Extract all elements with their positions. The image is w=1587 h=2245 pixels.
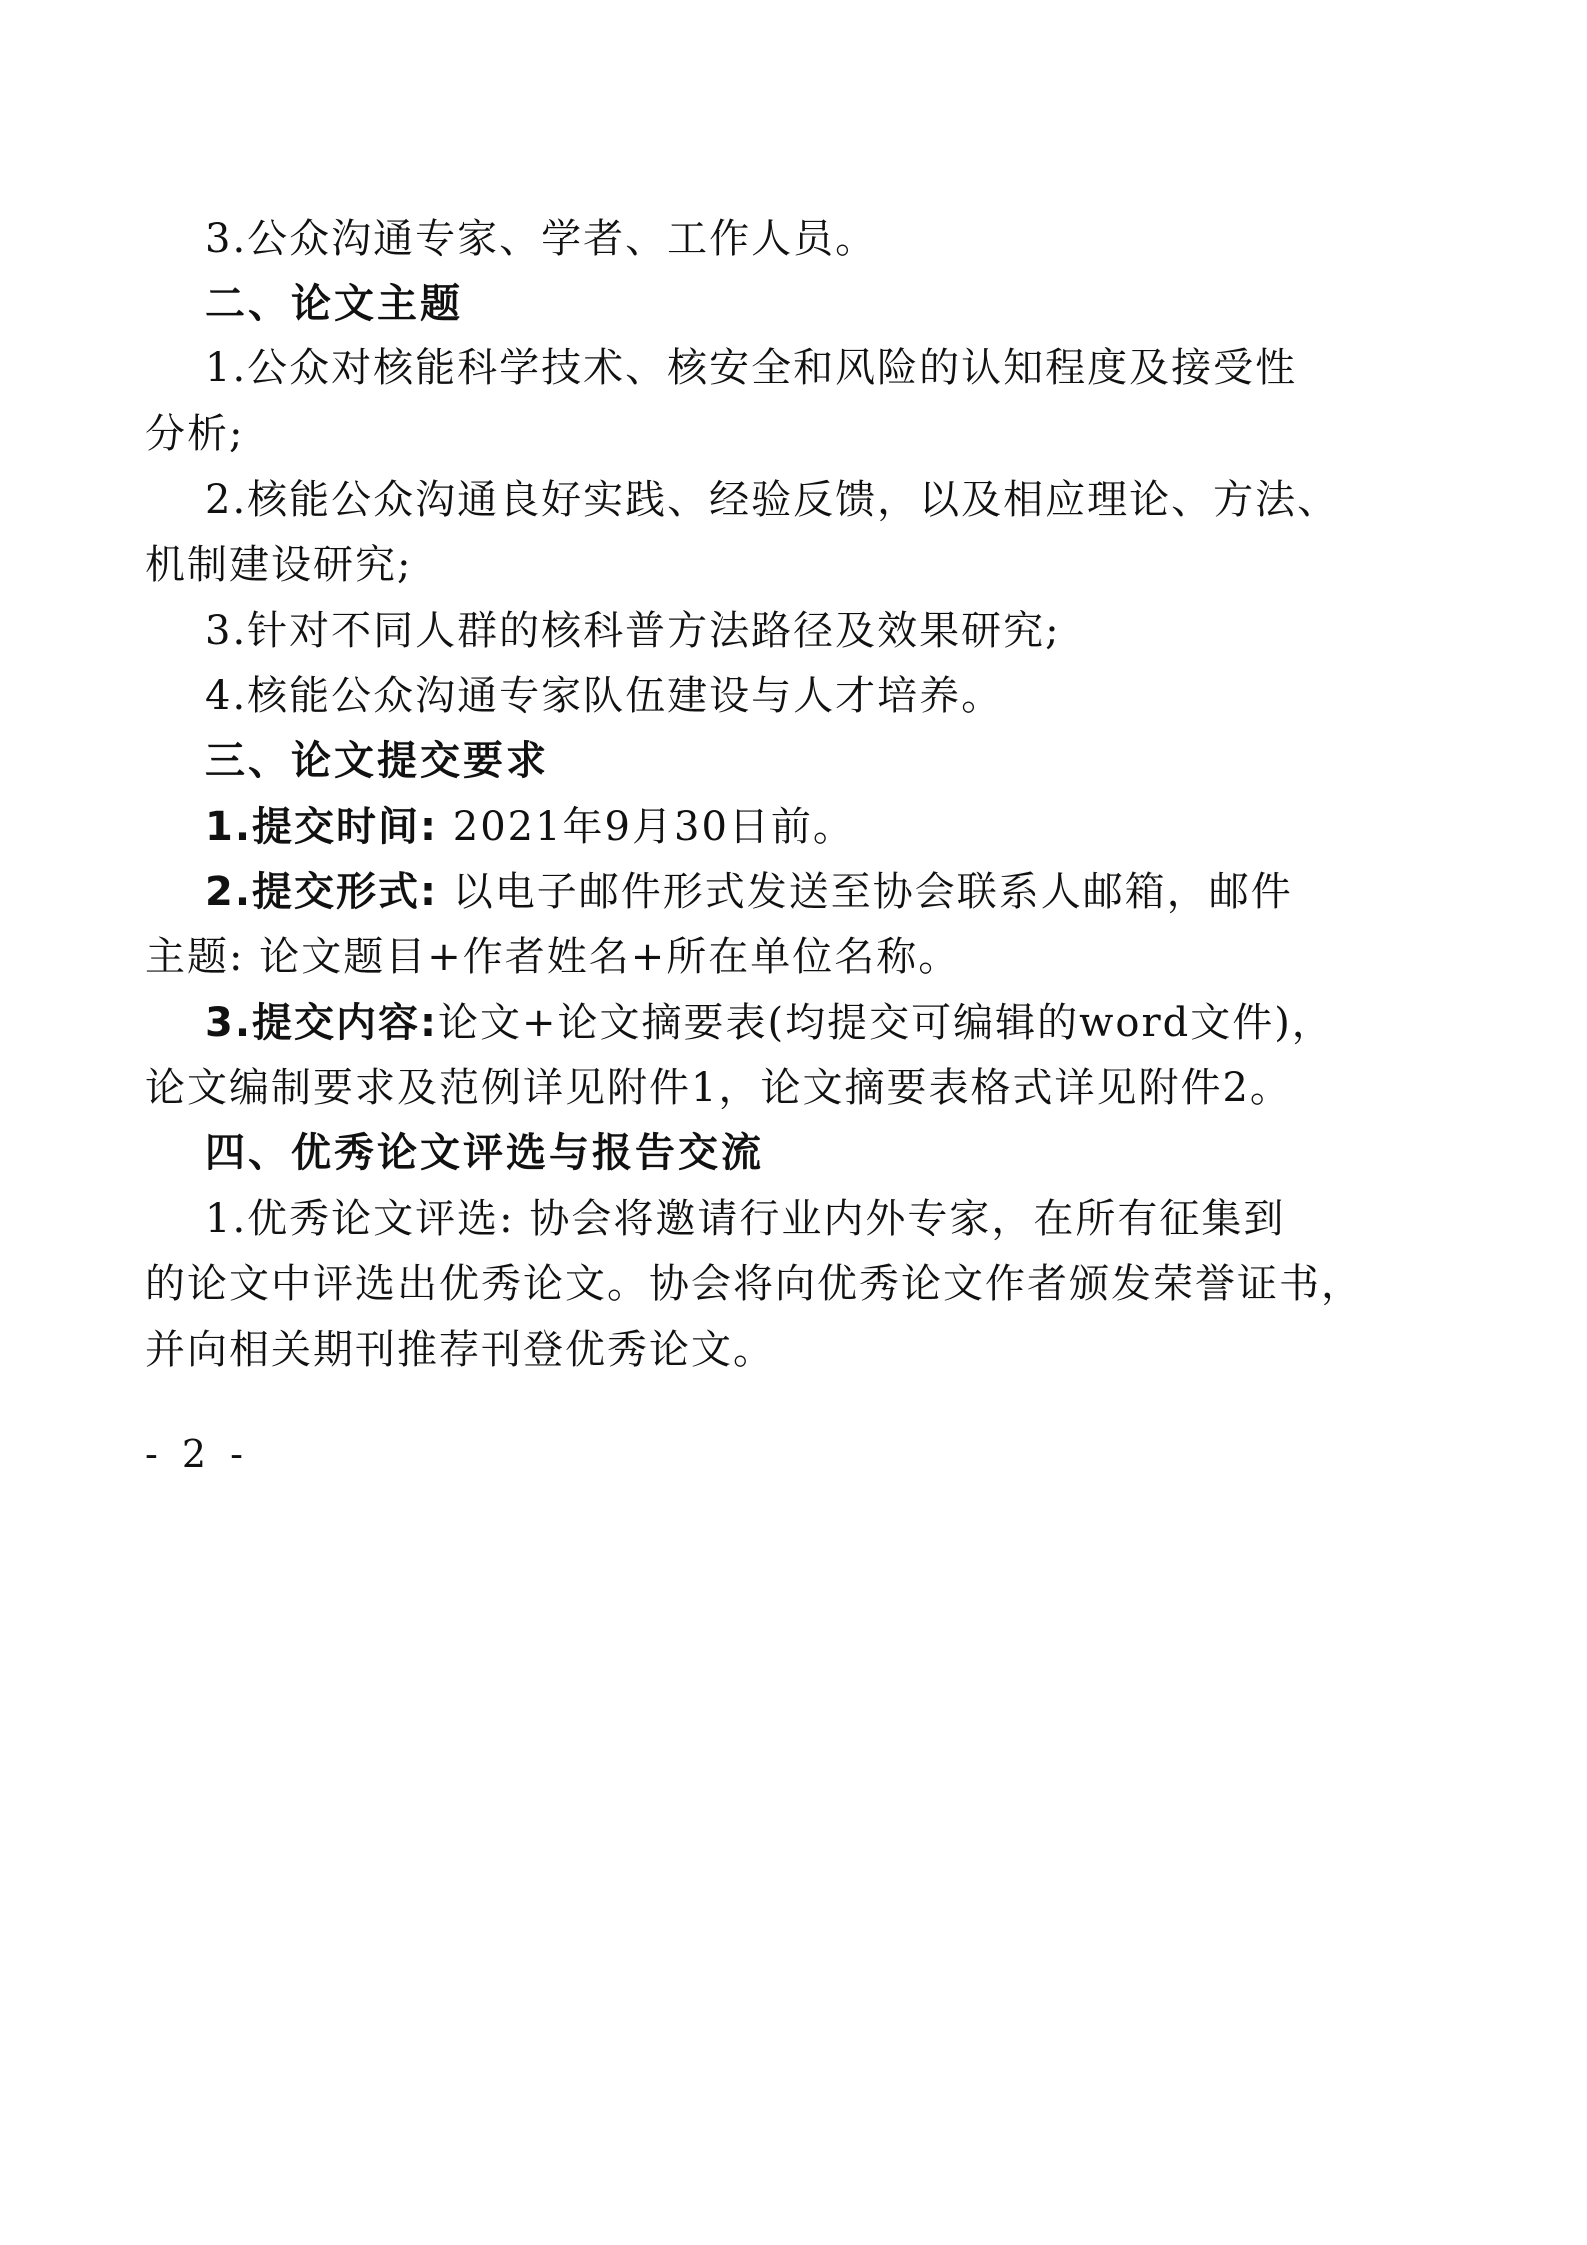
submission-content: [205, 997, 1334, 1049]
paragraph-text: 并向相关期刊推荐刊登优秀论文。: [145, 1327, 775, 1373]
paragraph-text: 论文+论文摘要表(均提交可编辑的word文件)，: [438, 1000, 1334, 1046]
paragraph-text: 主题: 论文题目+作者姓名+所在单位名称。: [145, 934, 961, 980]
paragraph-text: 4.核能公众沟通专家队伍建设与人才培养。: [205, 673, 1004, 719]
topic-item-1: [205, 342, 1297, 394]
paragraph-text: 的论文中评选出优秀论文。协会将向优秀论文作者颁发荣誉证书，: [145, 1261, 1363, 1307]
paragraph-text: 3.针对不同人群的核科普方法路径及效果研究;: [205, 608, 1061, 654]
paragraph-text: 2021年9月30日前。: [438, 804, 855, 850]
item-label: 2.提交形式:: [205, 869, 439, 915]
submission-content-continued: [145, 1062, 1292, 1114]
paragraph-text: 1.优秀论文评选: 协会将邀请行业内外专家，在所有征集到: [205, 1196, 1286, 1242]
evaluation-item-1-continued: [145, 1258, 1363, 1310]
topic-item-2: [205, 474, 1339, 526]
paragraph-text: 以电子邮件形式发送至协会联系人邮箱，邮件: [438, 869, 1293, 915]
item-label: 3.提交内容:: [205, 1000, 439, 1046]
evaluation-item-1: [205, 1193, 1285, 1245]
section-heading-2: [205, 278, 463, 330]
evaluation-item-1-continued-2: [145, 1324, 775, 1376]
paragraph-text: 3.公众沟通专家、学者、工作人员。: [205, 216, 878, 262]
heading-text: 二、论文主题: [205, 281, 463, 327]
topic-item-1-continued: [145, 408, 244, 460]
paragraph-text: 论文编制要求及范例详见附件1，论文摘要表格式详见附件2。: [145, 1065, 1292, 1111]
submission-time: [205, 801, 855, 853]
paragraph-text: 2.核能公众沟通良好实践、经验反馈，以及相应理论、方法、: [205, 477, 1340, 523]
item-label: 1.提交时间:: [205, 804, 439, 850]
section-heading-3: [205, 735, 549, 787]
paragraph-text: 分析;: [145, 411, 245, 457]
submission-form: [205, 866, 1293, 918]
topic-item-2-continued: [145, 539, 412, 591]
topic-item-3: [205, 605, 1061, 657]
page-number: - 2 -: [145, 1432, 250, 1476]
audience-item-3: [205, 213, 877, 265]
heading-text: 三、论文提交要求: [205, 738, 549, 784]
section-heading-4: [205, 1127, 764, 1179]
submission-form-continued: [145, 931, 960, 983]
heading-text: 四、优秀论文评选与报告交流: [205, 1130, 764, 1176]
topic-item-4: [205, 670, 1003, 722]
paragraph-text: 机制建设研究;: [145, 542, 413, 588]
paragraph-text: 1.公众对核能科学技术、核安全和风险的认知程度及接受性: [205, 345, 1298, 391]
